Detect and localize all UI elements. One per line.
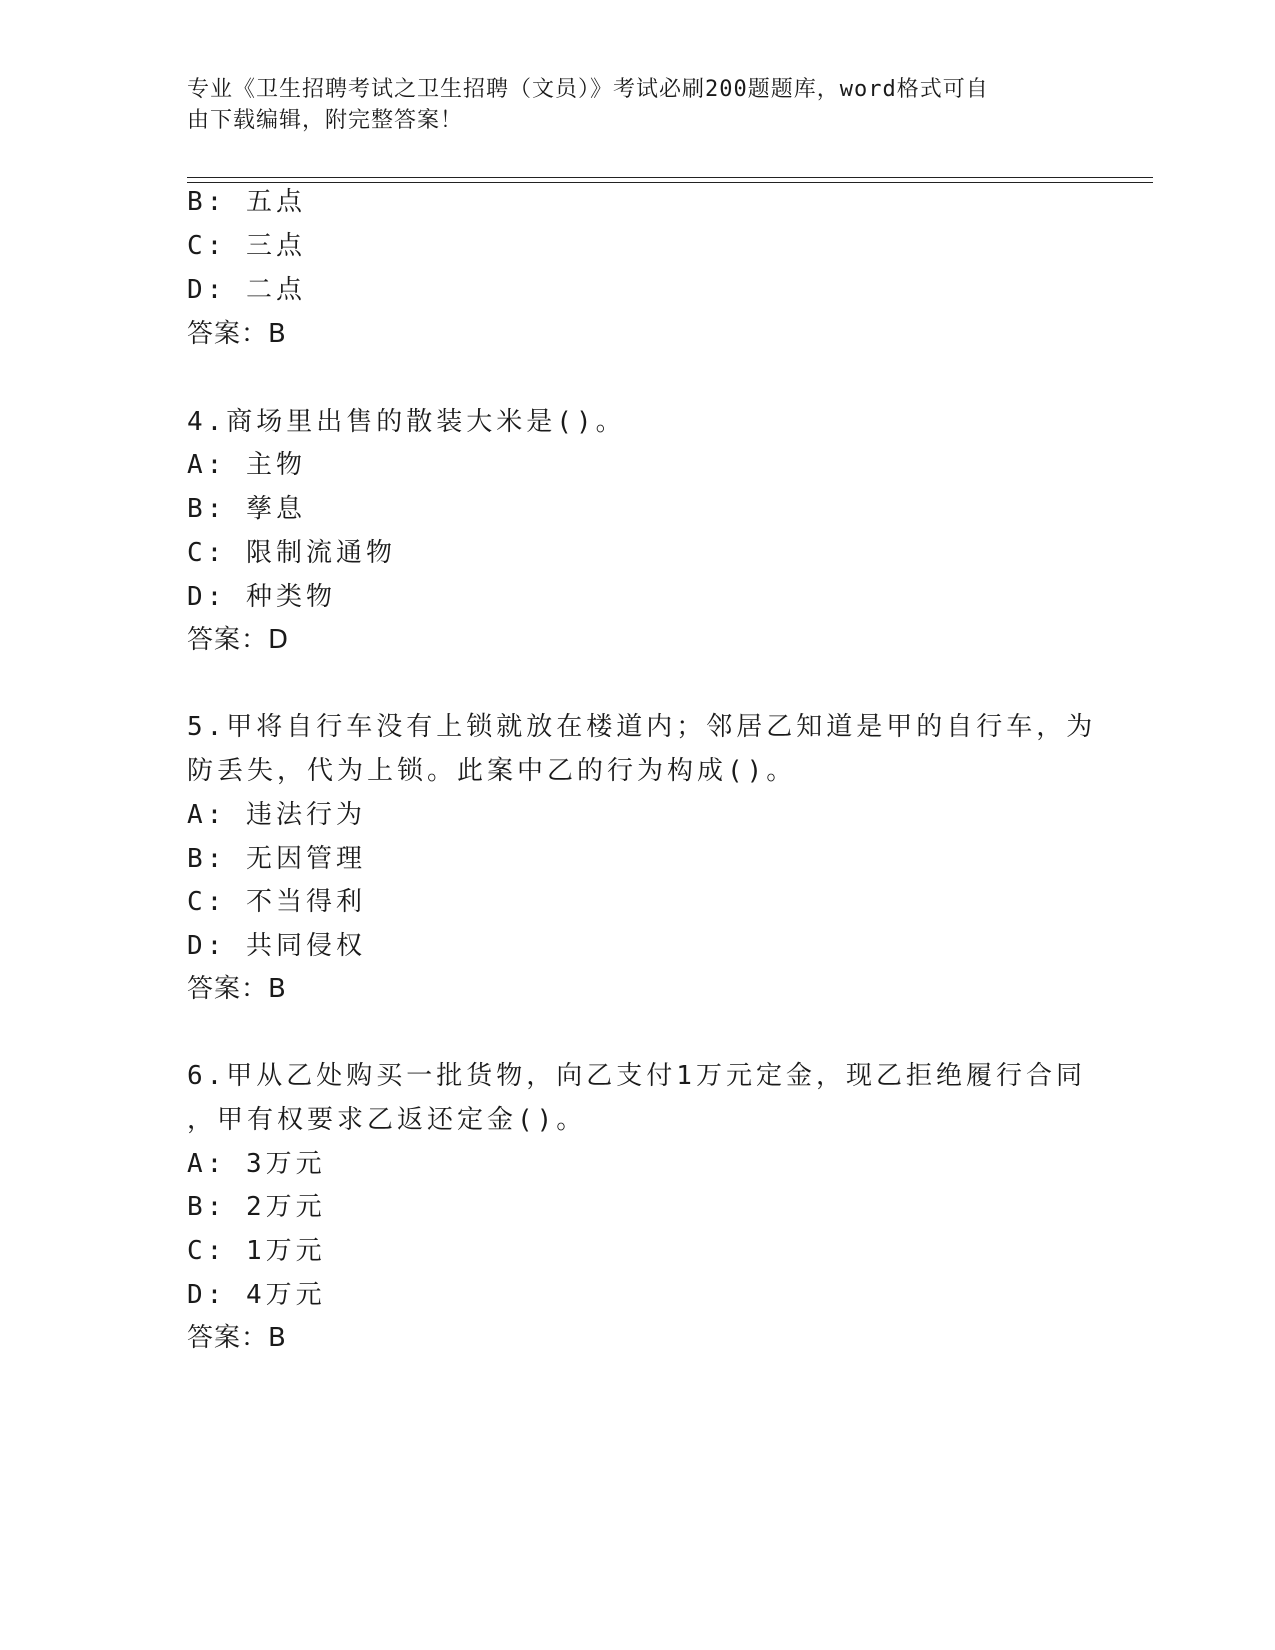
q6-answer: 答案：B bbox=[187, 1323, 287, 1353]
option-label: B: bbox=[187, 1192, 227, 1222]
q6-stem-line-1: 6.甲从乙处购买一批货物，向乙支付1万元定金，现乙拒绝履行合同 bbox=[187, 1061, 1086, 1091]
option-text: 孳息 bbox=[245, 494, 306, 524]
q5-option-b bbox=[187, 842, 366, 876]
option-label: B: bbox=[187, 494, 227, 524]
option-text: 1万元 bbox=[245, 1236, 326, 1266]
option-label: C: bbox=[187, 538, 227, 568]
header-divider-top bbox=[187, 177, 1153, 178]
option-text: 共同侵权 bbox=[245, 931, 366, 961]
q5-answer: 答案：B bbox=[187, 974, 287, 1004]
option-text: 违法行为 bbox=[245, 800, 366, 830]
q3-option-b bbox=[187, 185, 306, 219]
q5-stem-line-2: 防丢失，代为上锁。此案中乙的行为构成()。 bbox=[187, 756, 797, 786]
header-title-line-1: 专业《卫生招聘考试之卫生招聘（文员）》考试必刷200题题库，word格式可自 bbox=[187, 77, 989, 102]
option-text: 4万元 bbox=[245, 1280, 326, 1310]
q3-option-d bbox=[187, 273, 306, 307]
q4-option-b bbox=[187, 492, 306, 526]
option-text: 不当得利 bbox=[245, 887, 366, 917]
option-label: C: bbox=[187, 1236, 227, 1266]
q5-option-c bbox=[187, 885, 366, 919]
option-label: D: bbox=[187, 582, 227, 612]
q6-option-c bbox=[187, 1234, 326, 1268]
q4-option-a bbox=[187, 448, 306, 482]
q3-answer: 答案：B bbox=[187, 319, 287, 349]
option-text: 二点 bbox=[245, 275, 306, 305]
option-text: 2万元 bbox=[245, 1192, 326, 1222]
q5-option-a bbox=[187, 798, 366, 832]
q5-option-d bbox=[187, 929, 366, 963]
option-text: 限制流通物 bbox=[245, 538, 396, 568]
option-text: 主物 bbox=[245, 450, 306, 480]
q3-option-c bbox=[187, 229, 306, 263]
option-label: C: bbox=[187, 887, 227, 917]
document-header bbox=[187, 74, 1067, 136]
q4-option-c bbox=[187, 536, 396, 570]
option-text: 3万元 bbox=[245, 1149, 326, 1179]
option-text: 无因管理 bbox=[245, 844, 366, 874]
option-label: D: bbox=[187, 1280, 227, 1310]
option-label: A: bbox=[187, 800, 227, 830]
q6-stem-line-2: ，甲有权要求乙返还定金()。 bbox=[187, 1105, 587, 1135]
q4-option-d bbox=[187, 580, 336, 614]
q6-option-a bbox=[187, 1147, 326, 1181]
option-text: 五点 bbox=[245, 187, 306, 217]
option-label: D: bbox=[187, 275, 227, 305]
header-title-line-2: 由下载编辑，附完整答案！ bbox=[187, 108, 464, 133]
option-label: A: bbox=[187, 450, 227, 480]
option-label: C: bbox=[187, 231, 227, 261]
option-label: B: bbox=[187, 187, 227, 217]
q6-option-d bbox=[187, 1278, 326, 1312]
q4-answer: 答案：D bbox=[187, 625, 290, 655]
option-text: 三点 bbox=[245, 231, 306, 261]
q5-stem-line-1: 5.甲将自行车没有上锁就放在楼道内；邻居乙知道是甲的自行车，为 bbox=[187, 712, 1097, 742]
option-label: A: bbox=[187, 1149, 227, 1179]
option-label: D: bbox=[187, 931, 227, 961]
q4-stem: 4.商场里出售的散装大米是()。 bbox=[187, 407, 626, 437]
q6-option-b bbox=[187, 1190, 326, 1224]
option-text: 种类物 bbox=[245, 582, 336, 612]
header-divider-bottom bbox=[187, 182, 1153, 183]
option-label: B: bbox=[187, 844, 227, 874]
